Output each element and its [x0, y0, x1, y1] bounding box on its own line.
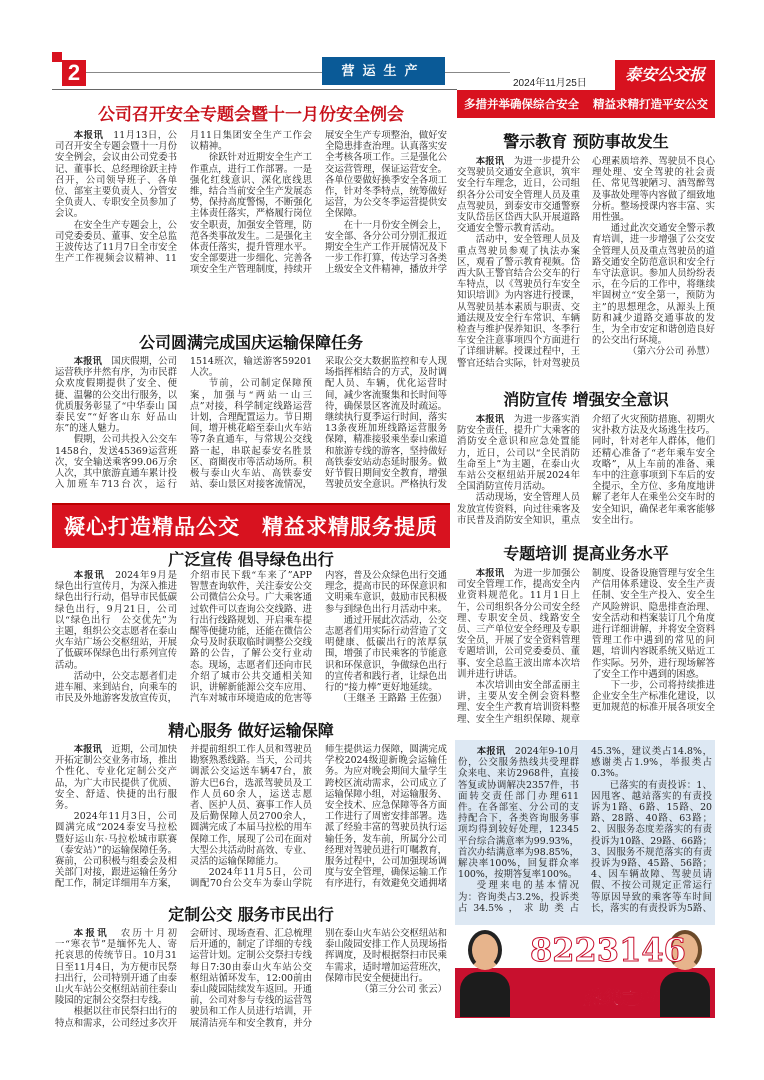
dateline: 本报讯 — [475, 414, 505, 425]
dateline: 本报讯 — [475, 156, 505, 167]
hotline-illustration — [455, 925, 715, 1030]
dateline: 本报讯 — [73, 928, 109, 939]
paragraph-text: 为进一步加强公司安全管理工作，提高安全内业资料规范化。11月1日上午，公司组织各分公司安全经理、专职安全员、线路安全员、三产单位安全经理及专职安全员，开展了安全资料管理专题培训，公司党委委员、董事、安全总监王波出席本次培训并进行讲话。 — [457, 568, 580, 680]
paragraph-text: 活动中，公交志愿者们走进车厢、来到站台，向乘车的市民及外地游客发放宣传页，介绍市民下载“车来了”APP智慧查询软件，关注泰安公交公司微信公众号。广大乘客通过软件可以查询公交线路、进行出行线路规划、开启乘车提醒等便捷功能，还能在微信公众号及时获取临时调整公交线路的公告，了解公交行业动态。现场，志愿者们还向市民介绍了城市公共交通相关知识，讲解新能源公交车应用、汽车对城市环境造成的危害等内容，普及公众绿色出行交通理念，提高市民的环保意识和文明乘车意识，鼓励市民积极参与到绿色出行月活动中来。 — [55, 570, 447, 705]
article-title: 警示教育 预防事故发生 — [503, 132, 669, 151]
article — [55, 100, 447, 280]
paragraph-text: 2024年9月是绿色出行宣传月，为深入推进绿色出行行动，倡导市民低碳绿色出行，9月21日，公司以“绿色出行 公交优先”为主题，组织公交志愿者在泰山火车站广场公交枢纽站，开展了低碳环保绿色出行系列宣传活动。 — [55, 570, 177, 671]
paragraph-text: 活动现场，安全管理人员发放宣传资料，向过往乘客及市民普及消防安全知识，重点介绍了火灾预防措施、初期火灾扑救方法及火场逃生技巧。同时，针对老年人群体，他们还精心准备了“老年乘车安全攻略”，从上车前的准备、乘车中的注意事项到下车后的安全提示，全方位、多角度地讲解了老年人在乘坐公交车时的安全知识，确保老年乘客能够安全出行。 — [457, 414, 715, 526]
page-number-accent — [52, 52, 62, 62]
article-title: 精心服务 做好运输保障 — [168, 721, 334, 740]
paragraph-text: 在安全生产专题会上，公司党委委员、董事、安全总监王波传达了11月7日全市安全生产工作视频会议精神、11月11日集团安全生产工作会议精神。 — [55, 130, 312, 265]
article-title: 消防宣传 增强安全意识 — [503, 390, 669, 409]
paragraph-text: 通过此次交通安全警示教育培训，进一步增强了公交安全管理人员及重点驾驶员的道路交通安全防范意识和安全行车守法意识。参加人员纷纷表示，在今后的工作中，将继续牢固树立“安全第一，预防为主”的思想理念，从源头上预防和减少道路交通事故的发生，为全市安定和谐创造良好的公交出行环境。 — [592, 223, 715, 347]
article-title: 广泛宣传 倡导绿色出行 — [168, 550, 334, 569]
paragraph-text: 为进一步落实消防安全责任，提升广大乘客的消防安全意识和应急处置能力，近日，公司以“全民消防 生命至上”为主题，在泰山火车站公交枢纽站开展2024年全国消防宣传月活动。 — [457, 414, 590, 493]
section-tab: 营运生产 — [322, 57, 445, 85]
paragraph-text: 农历十月初一“寒衣节”是缅怀先人、寄托哀思的传统节日。10月31日至11月4日，为方便市民祭扫出行，公司特别开通了由泰山火车站公交枢纽站前往泰山陵园的定制公交祭扫专线。 — [55, 928, 177, 1007]
issue-date: 2024年11月25日 — [510, 74, 590, 89]
dateline: 本报讯 — [73, 356, 102, 367]
paragraph-text: 节前，公司制定保障预案，加强与“两站一山三点”对接，科学制定线路运营计划，合理配置运力。节日期间，增开桃花峪至泰山火车站等7条直通车，与常规公交线路一起，串联起泰安名胜景区、商圈夜市等活动场所。积极与泰山火车站、高铁泰安站、泰山景区对接客流情况，采取公交大数据监控和专人现场指挥相结合的方式，及时调配人员、车辆，优化运营时间，减少客流聚集和长时间等待，确保景区客流及时疏运。继续执行夏季运行时间，落实13条夜班加班线路运营服务保障，精准接驳乘坐泰山索道和旅游专线的游客，坚持做好高铁泰安站动态延时服务。做好节假日期间安全教育，增强驾驶员安全意识。严格执行发 — [190, 356, 447, 491]
article-body — [55, 744, 447, 900]
paragraph-text: 国庆假期，公司运营秩序井然有序，为市民群众欢度假期提供了安全、便捷、温馨的公交出行服务，以优质服务彰显了“中华泰山 国泰民安”“好客山东 好品山东”的迷人魅力。 — [55, 356, 177, 435]
paragraph-text: 已落实的有责投诉：1、因甩客、越站落实的有责投诉为1路、6路、15路、20路、28路、40路、63路；2、因服务态度差落实的有责投诉为10路、29路、66路；3、因服务不规范落实的有责投诉为9路、45路、56路；4、因车辆故障、驾驶员请假、不按公司规定正常运行等原因导致的乘客等车时间长，落实的有责投诉为5路、 — [591, 779, 712, 914]
paragraph-text: 徐跃针对近期安全生产工作重点，进行工作部署。一是强化红线意识、深化底线思维，结合当前安全生产发展态势，保持高度警惕，不断强化主体责任落实，严格履行岗位安全职责，加强安全管理，防范各类事故发生。二是强化主体责任落实，提升管理水平。安全部要进一步细化、完善各项安全生产管理制度，持续开展安全生产专项整治，做好安全隐患排查治理。认真落实安全考核各项工作。三是强化公交运营管理，保证运营安全。各单位要做好换季安全各项工作，针对冬季特点，统筹做好运营，为公交冬季运营提供安全保障。 — [190, 130, 447, 276]
paragraph — [457, 414, 590, 493]
paragraph-text: 本次培训由安全部孟丽主讲，主要从安全例会资料整理、安全生产教育培训资料整理、安全生产组织保障、规章制度、设备设施管理与安全生产信用体系建设、安全生产责任制、安全生产投入、安全生产风险辨识、隐患排查治理、安全活动和档案装订几个角度进行详细讲解，并将安全资料管理工作中遇到的常见的问题，培训内容既系统又贴近工作实际。另外，进行现场解答了安全工作中遇到的困惑。 — [457, 568, 715, 725]
byline: （第三分公司 张云） — [359, 984, 447, 996]
byline: （王继圣 王路路 王佐强） — [337, 693, 447, 705]
hotline-report-box — [455, 740, 715, 925]
paragraph — [457, 568, 580, 680]
paragraph — [458, 746, 579, 880]
dateline: 本报讯 — [73, 570, 105, 581]
page-number: 2 — [62, 60, 86, 86]
article-body — [55, 356, 447, 501]
paragraph-text: 假期，公司共投入公交车1458台，发送45369运营班次，安全输送乘客99.06万余人次，其中旅游直通车累计投入加班车713台次，运行1514班次，输送游客59201人次。 — [55, 356, 312, 491]
article-body — [457, 568, 715, 736]
paragraph — [55, 356, 177, 434]
paragraph — [55, 744, 177, 811]
article-body — [55, 130, 447, 280]
hotline-number: 8223146 — [530, 931, 686, 969]
paragraph-text: 根据以往市民祭扫出行的特点和需求，公司经过多次开会研讨、现场查看、汇总梳理后开通的，制定了详细的专线运营计划。定制公交祭扫专线每日7:30由泰山火车站公交枢纽站循环发车，12:00前由泰山陵园陆续发车返回。开通前，公司对参与专线的运营驾驶员和工作人员进行培训，开展清洁亮车和安全教育，并分别在泰山火车站公交枢纽站和泰山陵园安排工作人员现场指挥调度，及时根据祭扫市民乘车需求，适时增加运营班次，保障市民安全便捷出行。 — [55, 928, 447, 1029]
article-title: 公司召开安全专题会暨十一月份安全例会 — [98, 105, 404, 125]
article — [458, 746, 712, 918]
paragraph — [190, 356, 447, 501]
article — [55, 330, 447, 501]
article — [457, 386, 715, 536]
paragraph-text: 活动中，安全管理人员及重点驾驶员参观了执法办案区，观看了警示教育视频。岱西大队王警官结合公交车的行车特点，以《驾驶员行车安全知识培训》为内容进行授课，从驾驶员基本素质与职责、交通法规及安全行车常识、车辆检查与维护保养知识、冬季行车安全注意事项四个方面进行了详细讲解。授课过程中，王警官还结合实际，针对驾驶员心理素质培养、驾驶员不良心理处理、安全驾驶的社会责任、常见驾驶陋习、酒驾醉驾及事故处理等内容做了细致地分析。整场授课内容丰富、实用性强。 — [457, 156, 715, 369]
article-body — [55, 928, 447, 1043]
article — [55, 902, 447, 1043]
article-title: 定制公交 服务市民出行 — [168, 905, 334, 924]
banner-right: 精益求精打造平安公交 — [593, 97, 708, 111]
article-title: 公司圆满完成国庆运输保障任务 — [138, 333, 363, 352]
paragraph-text: 2024年11月3日，公司圆满完成“2024泰安马拉松暨好运山东·马拉松城市联赛（泰安站）”的运输保障任务。赛前，公司积极与组委会及相关部门对接，跟进运输任务分配工作，制定详细用车方案，并提前组织工作人员和驾驶员勘察熟悉线路。当天，公司共调派公交运送车辆47台，旅游大巴6台，选派驾驶员及工作人员60余人，运送志愿者、医护人员、赛事工作人员及后勤保障人员2700余人，圆满完成了本届马拉松的用车保障工作，展现了公司在面对大型公共活动时高效、专业、灵活的运输保障能力。 — [55, 744, 312, 890]
article-body — [457, 156, 715, 381]
paragraph-text: 近期，公司加快开拓定制公交业务市场，推出个性化、专业化定制公交产品，为广大市民提供了优质、安全、舒适、快捷的出行服务。 — [55, 744, 177, 812]
dateline: 本报讯 — [476, 746, 506, 757]
article — [55, 550, 447, 715]
article-body — [457, 414, 715, 536]
column-banner — [457, 90, 715, 118]
paragraph-text: 2024年11月5日，公司调配70台公交车为泰山学院师生提供运力保障，圆满完成学校2024级迎新晚会运输任务。为应对晚会期间大量学生跨校区流动需求，公司成立了运输保障小组，对运输服务、安全技术、应急保障等各方面工作进行了周密安排部署。选派了经验丰富的驾驶员执行运输任务，发车前，所属分公司经理对驾驶员进行叮嘱教育，服务过程中，公司加强现场调度与安全管理，确保运输工作有序进行，有效避免交通拥堵 — [190, 744, 447, 890]
article-body — [55, 570, 447, 715]
paragraph-text: 为进一步提升公交驾驶员交通安全意识，筑牢安全行车理念，近日，公司组织各分公司安全管理人员及重点驾驶员，到泰安市交通警察支队岱岳区岱西大队开展道路交通安全警示教育活动。 — [457, 156, 580, 235]
paragraph — [55, 130, 177, 220]
paragraph — [55, 570, 177, 671]
dateline: 本报讯 — [73, 744, 102, 755]
banner-left: 多措并举确保综合安全 — [464, 97, 579, 111]
special-banner: 凝心打造精品公交 精益求精服务提质 — [52, 503, 450, 548]
paragraph-text: 通过开展此次活动，公交志愿者们用实际行动营造了文明健康、低碳出行的浓厚氛围，增强了市民乘客的节能意识和环保意识，争做绿色出行的宣传者和践行者，让绿色出行的“接力棒”更好地延续。 — [325, 614, 447, 694]
paragraph — [457, 156, 580, 234]
paragraph-text: 2024年9-10月份，公交服务热线共受理群众来电、来访2968件，直接答复或协调解决2357件，书面转交责任部门办理611件。在各部室、分公司的支持配合下，各类咨询服务事项均得到较好处理，12345平台综合满意率为99.93%，首次办结满意率为98.85%，解决率100%，回复群众率100%，按期答复率100%。 — [458, 746, 579, 881]
hotline-label: 热线之声 — [583, 988, 655, 1009]
masthead-logo: 泰安公交报 — [615, 60, 715, 90]
paragraph-text: 受理来电的基本情况为：咨询类占3.2%，投诉类占34.5%，求助类占45.3%，建议类占14.8%，感谢类占1.9%，举报类占0.3%。 — [458, 746, 712, 914]
byline: （第六分公司 孙慧） — [627, 346, 715, 358]
paragraph — [592, 223, 715, 346]
male-operator-icon — [460, 930, 510, 1017]
dateline: 本报讯 — [475, 568, 505, 579]
article-title: 专题培训 提高业务水平 — [503, 544, 669, 563]
paragraph — [55, 928, 177, 1006]
header-rule-bottom — [52, 89, 457, 90]
article — [55, 718, 447, 900]
article — [457, 128, 715, 381]
dateline: 本报讯 — [73, 130, 104, 141]
header-rule-right — [445, 72, 510, 73]
header-rule — [86, 72, 322, 73]
paragraph-text: 下一步，公司将持续推进企业安全生产标准化建设，以更加规范的标准开展各项安全 — [592, 680, 715, 714]
article — [457, 540, 715, 736]
paragraph-text: 在十一月份安全例会上，安全部、各分公司分别汇报近期安全生产工作开展情况及下一步工作打算，传达学习各类上级安全文件精神，播放并学 — [325, 219, 447, 276]
paragraph-text: 11月13日，公司召开安全专题会暨十一月份安全例会，会议由公司党委书记、董事长、总经理徐跃主持召开，公司领导班子、各单位、部室主要负责人、分管安全负责人、专职安全员参加了会议。 — [55, 130, 177, 220]
paragraph — [325, 615, 447, 693]
article-body — [458, 746, 712, 918]
